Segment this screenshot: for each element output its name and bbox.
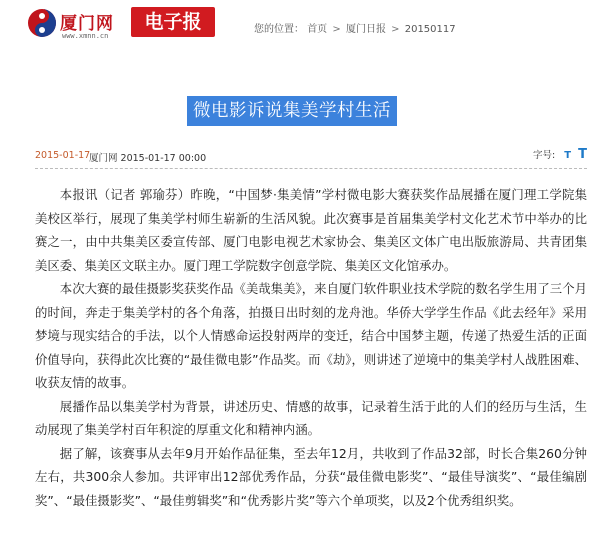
breadcrumb-date-link[interactable]: 20150117 <box>404 24 456 35</box>
breadcrumb-separator: > <box>391 24 400 35</box>
article-paragraph: 本报讯（记者 郭瑜芬）昨晚，“中国梦·集美情”学村微电影大赛获奖作品展播在厦门理工学院集美校区举行，展现了集美学村师生崭新的生活风貌。此次赛事是首届集美学村文化艺术节中举办的比赛之一，由中共集美区委宣传部、厦门电影电视艺术家协会、集美区文体广电出版旅游局、共青团集美区委、集美区文联主办。厦门理工学院数字创意学院、集美区文化馆承办。 <box>35 187 587 273</box>
site-logo-url: www.xmnn.cn <box>62 32 109 40</box>
article-paragraph: 本次大赛的最佳摄影奖获奖作品《美哉集美》，来自厦门软件职业技术学院的数名学生用了三个月的时间，奔走于集美学村的各个角落，拍摄日出时刻的龙舟池。华侨大学学生作品《此去经年》采用梦境与现实结合的手法，以个人情感命运投射两岸的变迁，结合中国梦主题，传递了热爱生活的正面价值导向，获得此次比赛的“最佳微电影”作品奖。而《劫》，则讲述了逆境中的集美学村人战胜困难、收获友情的故事。 <box>35 281 587 390</box>
article-date: 2015-01-17 <box>35 150 91 161</box>
font-size-controls <box>533 147 587 162</box>
font-size-large-button[interactable]: T <box>578 147 587 162</box>
breadcrumb-newspaper-link[interactable]: 厦门日报 <box>345 24 386 35</box>
article-title: 微电影诉说集美学村生活 <box>187 96 397 126</box>
article-meta <box>35 147 587 164</box>
meta-divider <box>35 168 587 169</box>
site-header <box>0 0 600 48</box>
article-paragraph: 据了解，该赛事从去年9月开始作品征集，至去年12月，共收到了作品32部，时长合集260分钟左右，共300余人参加。共评审出12部优秀作品，分获“最佳微电影奖”、“最佳导演奖”、“最佳编剧奖”、“最佳摄影奖”、“最佳剪辑奖”和“优秀影片奖”等六个单项奖，以及2个优秀组织奖。 <box>35 445 587 508</box>
xmnn-logo-icon[interactable] <box>27 8 57 38</box>
site-logo-text[interactable]: 厦门网 <box>60 14 114 34</box>
article-body <box>35 183 587 512</box>
article-paragraph: 展播作品以集美学村为背景，讲述历史、情感的故事，记录着生活于此的人们的经历与生活，生动展现了集美学村百年积淀的厚重文化和精神内涵。 <box>35 398 587 437</box>
font-size-small-button[interactable]: T <box>564 150 572 161</box>
breadcrumb-separator: > <box>332 24 341 35</box>
font-size-label: 字号: <box>533 150 556 161</box>
breadcrumb-prefix: 您的位置： <box>254 24 304 35</box>
article-source: 厦门网 2015-01-17 00:00 <box>89 153 207 164</box>
epaper-badge[interactable]: 电子报 <box>131 7 215 37</box>
breadcrumb-home-link[interactable]: 首页 <box>307 24 328 35</box>
breadcrumb <box>254 20 456 35</box>
